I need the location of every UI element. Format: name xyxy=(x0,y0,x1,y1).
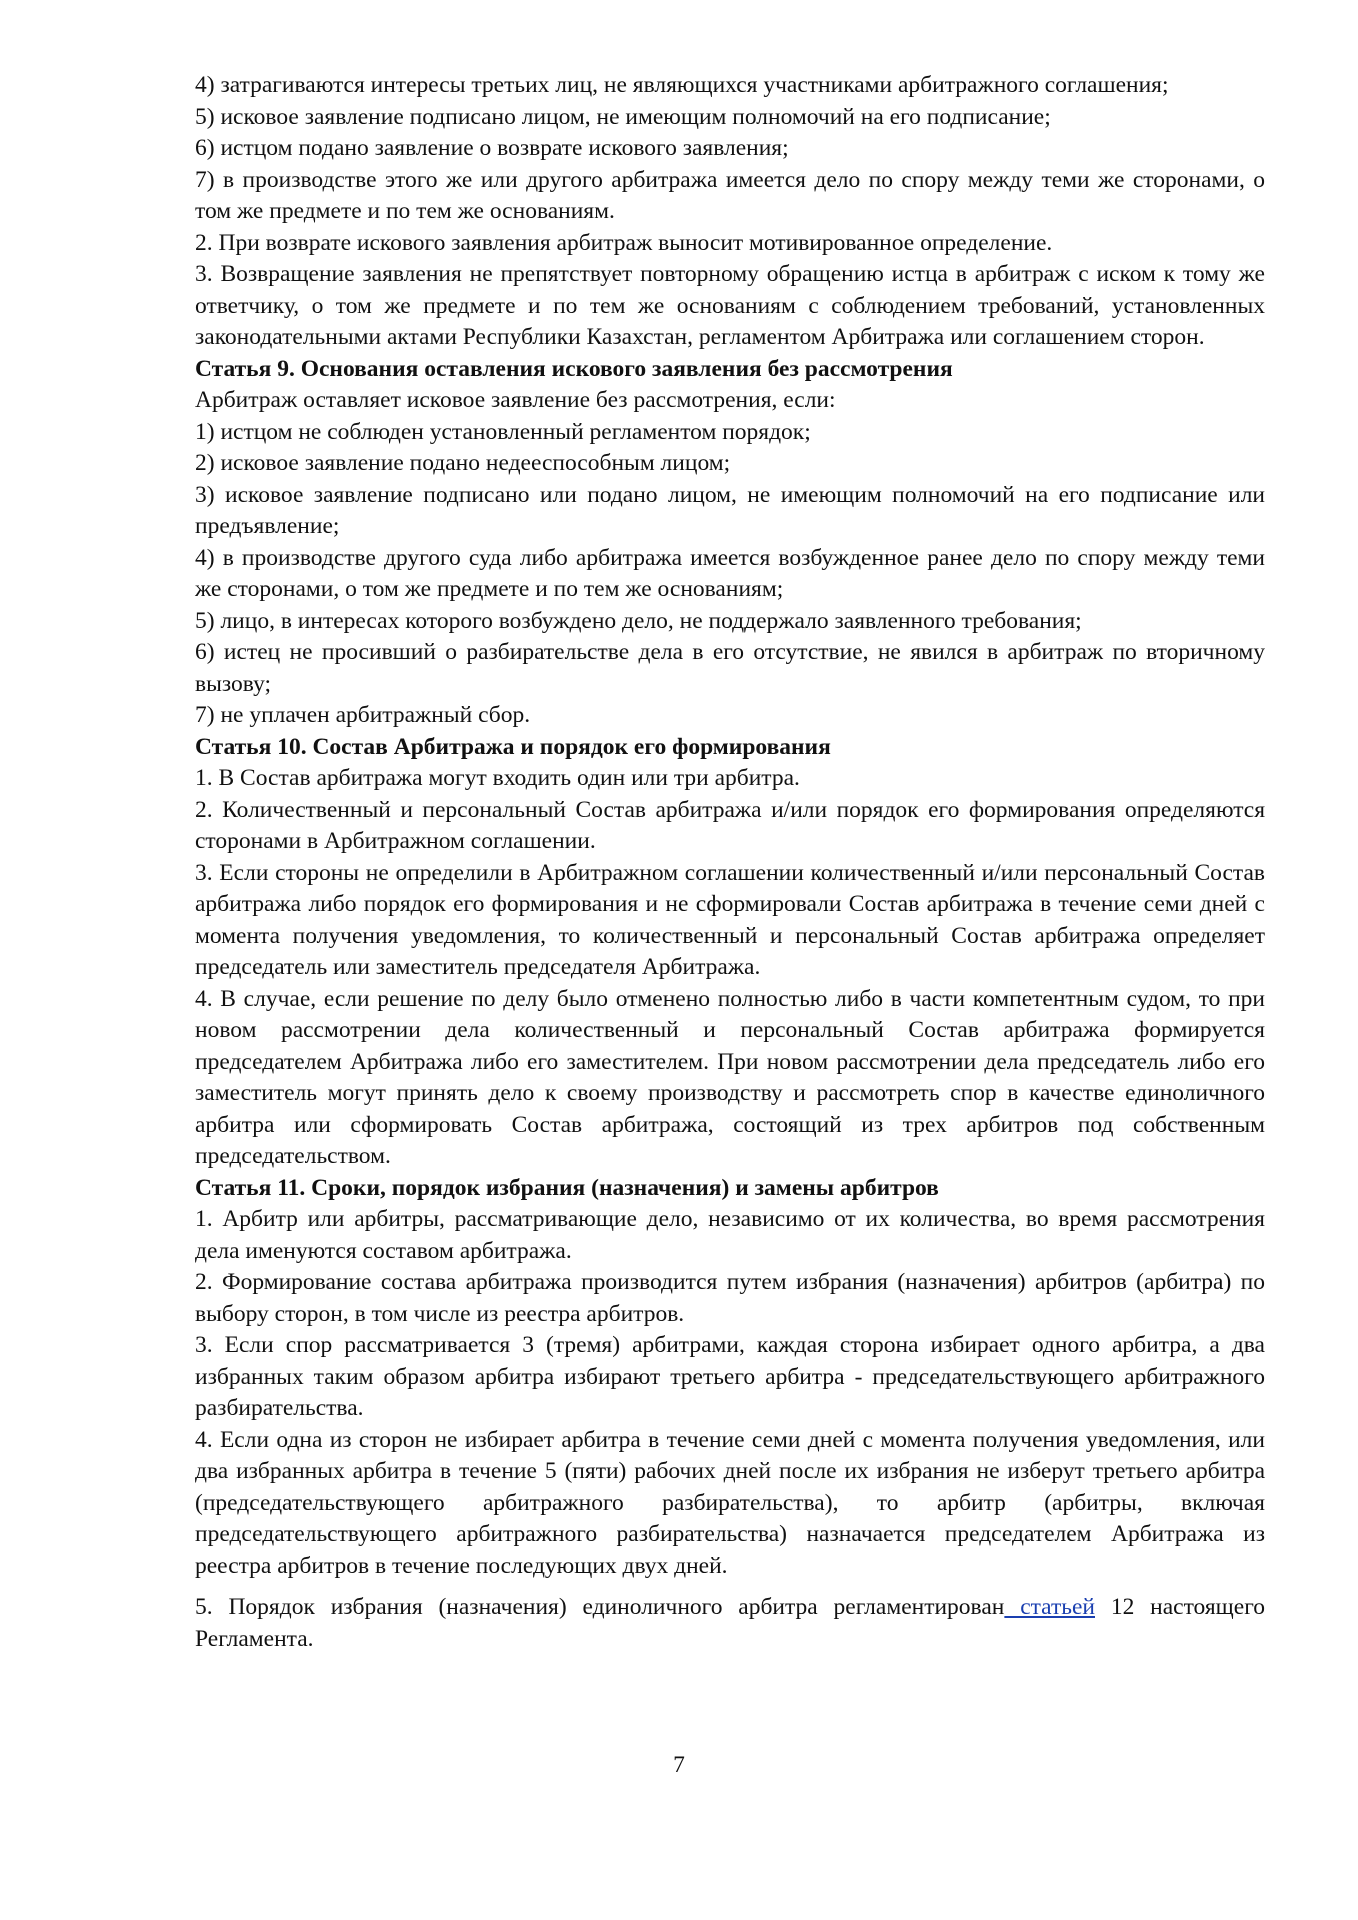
item-4-third-parties: 4) затрагиваются интересы третьих лиц, не являющихся участниками арбитражного соглашения; xyxy=(195,72,1169,98)
article-11-clause-3: 3. Если спор рассматривается 3 (тремя) арбитрами, каждая сторона избирает одного арбитра, а два избранных таким образом арбитра избирают третьего арбитра - председательствующего арбитражного разбирательства. xyxy=(195,1332,1265,1421)
article-9-item: 3) исковое заявление подписано или подано лицом, не имеющим полномочий на его подписание или предъявление; xyxy=(195,481,1265,539)
item-7-pending-case: 7) в производстве этого же или другого арбитража имеется дело по спору между теми же сторонами, о том же предмете и по тем же основаниям. xyxy=(195,166,1265,224)
clause-5-text-before: 5. Порядок избрания (назначения) единоличного арбитра регламентирован xyxy=(195,1594,1005,1620)
document-page xyxy=(195,70,1265,1655)
item-6-withdrawal-request: 6) истцом подано заявление о возврате искового заявления; xyxy=(195,135,789,161)
article-10-clause-2: 2. Количественный и персональный Состав арбитража и/или порядок его формирования определяются сторонами в Арбитражном соглашении. xyxy=(195,796,1265,854)
article-11-clause-2: 2. Формирование состава арбитража производится путем избрания (назначения) арбитров (арбитра) по выбору сторон, в том числе из реестра арбитров. xyxy=(195,1269,1265,1327)
page-number: 7 xyxy=(673,1752,685,1778)
article-12-link[interactable]: статьей xyxy=(1004,1594,1095,1620)
article-10-clause-4: 4. В случае, если решение по делу было отменено полностью либо в части компетентным судом, то при новом рассмотрении дела количественный и персональный Состав арбитража формируется председателем Арбитража либо его заместителем. При новом рассмотрении дела председатель либо его заместитель могут принять дело к своему производству и рассмотреть спор в качестве единоличного арбитра или сформировать Состав арбитража, состоящий из трех арбитров под собственным председательством. xyxy=(195,985,1265,1169)
article-10-clause-3: 3. Если стороны не определили в Арбитражном соглашении количественный и/или персональный Состав арбитража либо порядок его формирования и не сформировали Состав арбитража в течение семи дней с момента получения уведомления, то количественный и персональный Состав арбитража определяет председатель или заместитель председателя Арбитража. xyxy=(195,859,1265,980)
article-9-heading: Статья 9. Основания оставления искового заявления без рассмотрения xyxy=(195,355,953,382)
article-11-heading: Статья 11. Сроки, порядок избрания (назначения) и замены арбитров xyxy=(195,1174,939,1201)
article-9-item: 5) лицо, в интересах которого возбуждено дело, не поддержало заявленного требования; xyxy=(195,607,1082,634)
article-10-heading: Статья 10. Состав Арбитража и порядок его формирования xyxy=(195,733,831,760)
article-9-item: 6) истец не просивший о разбирательстве дела в его отсутствие, не явился в арбитраж по вторичному вызову; xyxy=(195,639,1265,697)
article-11-clause-5 xyxy=(195,1592,1265,1655)
clause-5-text-after: 12 настоящего Регламента. xyxy=(195,1594,1265,1652)
clause-3-repeat-claim: 3. Возвращение заявления не препятствует повторному обращению истца в арбитраж с иском к тому же ответчику, о том же предмете и по тем же основаниям с соблюдением требований, установленных законодательными актами Республики Казахстан, регламентом Арбитража или соглашением сторон. xyxy=(195,261,1265,350)
article-10-clause-1: 1. В Состав арбитража могут входить один или три арбитра. xyxy=(195,765,800,791)
item-5-unauthorized-signature: 5) исковое заявление подписано лицом, не имеющим полномочий на его подписание; xyxy=(195,103,1051,130)
article-11-clause-1: 1. Арбитр или арбитры, рассматривающие дело, независимо от их количества, во время рассмотрения дела именуются составом арбитража. xyxy=(195,1206,1265,1264)
article-9-item: 7) не уплачен арбитражный сбор. xyxy=(195,702,531,728)
article-9-item: 2) исковое заявление подано недееспособным лицом; xyxy=(195,450,731,476)
article-9-item: 1) истцом не соблюден установленный регламентом порядок; xyxy=(195,418,811,445)
clause-2-return-ruling: 2. При возврате искового заявления арбитраж выносит мотивированное определение. xyxy=(195,229,1053,256)
article-9-intro: Арбитраж оставляет исковое заявление без рассмотрения, если: xyxy=(195,387,836,413)
article-9-item: 4) в производстве другого суда либо арбитража имеется возбужденное ранее дело по спору между теми же сторонами, о том же предмете и по тем же основаниям; xyxy=(195,544,1265,602)
article-11-clause-4: 4. Если одна из сторон не избирает арбитра в течение семи дней с момента получения уведомления, или два избранных арбитра в течение 5 (пяти) рабочих дней после их избрания не изберут третьего арбитра (председательствующего арбитражного разбирательства), то арбитр (арбитры, включая председательствующего арбитражного разбирательства) назначается председателем Арбитража из реестра арбитров в течение последующих двух дней. xyxy=(195,1426,1265,1579)
